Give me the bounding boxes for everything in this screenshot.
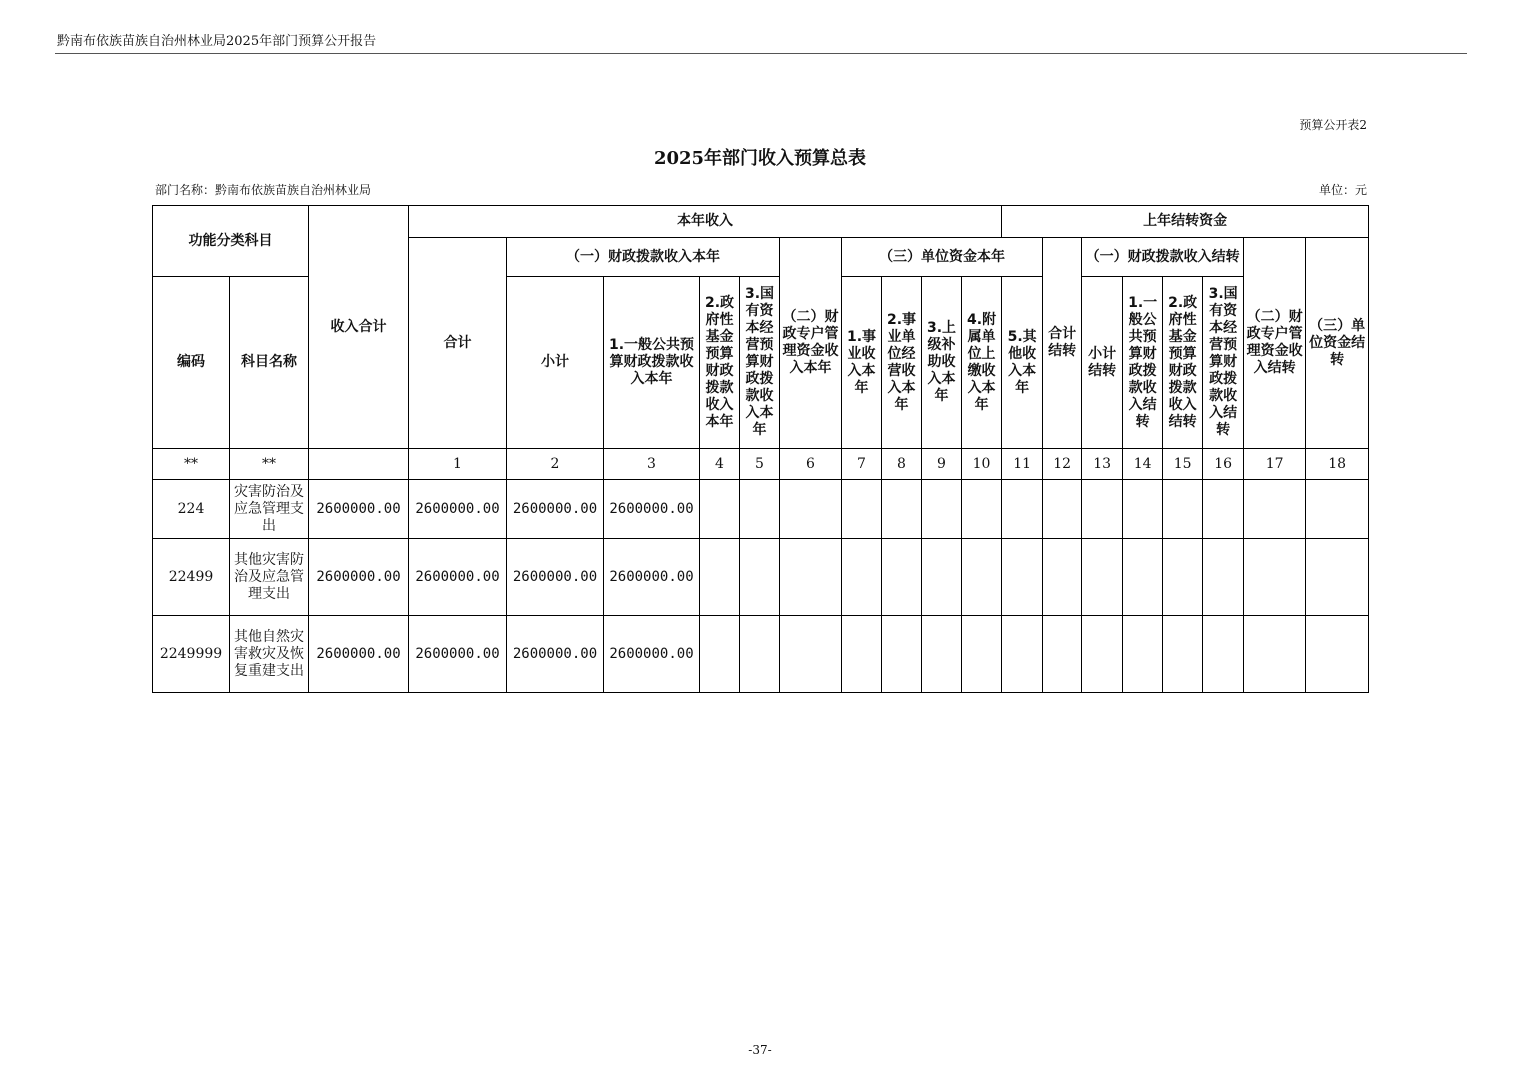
header-carry-subtotal: 小计结转 — [1082, 277, 1123, 449]
index-row — [153, 449, 1369, 480]
budget-table — [152, 205, 1369, 693]
header-subject-name: 科目名称 — [230, 277, 309, 449]
row-subtotal: 2600000.00 — [507, 480, 604, 539]
unit-label: 单位：元 — [1318, 183, 1367, 197]
header-special-account: （二）财政专户管理资金收入本年 — [780, 238, 842, 449]
row-code: 22499 — [153, 539, 230, 616]
index-cell: 18 — [1306, 449, 1369, 480]
index-cell: 6 — [780, 449, 842, 480]
row-income-total: 2600000.00 — [309, 616, 409, 693]
index-cell: 13 — [1082, 449, 1123, 480]
row-general-budget: 2600000.00 — [604, 480, 700, 539]
index-cell: 2 — [507, 449, 604, 480]
index-cell: 4 — [700, 449, 740, 480]
index-cell: 15 — [1163, 449, 1203, 480]
header-other-income: 5.其他收入本年 — [1002, 277, 1043, 449]
index-cell: ** — [230, 449, 309, 480]
header-income-total: 收入合计 — [309, 206, 409, 449]
table-row — [153, 480, 1369, 539]
row-general-budget: 2600000.00 — [604, 539, 700, 616]
row-subtotal: 2600000.00 — [507, 616, 604, 693]
page-number: -37- — [748, 1043, 772, 1057]
index-cell: 8 — [882, 449, 922, 480]
index-cell: 7 — [842, 449, 882, 480]
row-general-budget: 2600000.00 — [604, 616, 700, 693]
header-operating-income: 2.事业单位经营收入本年 — [882, 277, 922, 449]
header-current-year-income: 本年收入 — [409, 206, 1002, 238]
running-header: 黔南布依族苗族自治州林业局2025年部门预算公开报告 — [57, 34, 377, 49]
header-unit-funds: （三）单位资金本年 — [842, 238, 1043, 277]
header-function-category: 功能分类科目 — [153, 206, 309, 277]
row-current-total: 2600000.00 — [409, 480, 507, 539]
row-subject-name: 其他自然灾害救灾及恢复重建支出 — [230, 616, 309, 693]
index-cell: 10 — [962, 449, 1002, 480]
header-carry-special: （二）财政专户管理资金收入结转 — [1244, 238, 1306, 449]
index-cell: 14 — [1123, 449, 1163, 480]
department-name: 部门名称：黔南布依族苗族自治州林业局 — [155, 183, 372, 197]
header-subsidy-income: 3.上级补助收入本年 — [922, 277, 962, 449]
row-subject-name: 灾害防治及应急管理支出 — [230, 480, 309, 539]
report-title: 2025年部门收入预算总表 — [653, 148, 867, 169]
index-cell: 3 — [604, 449, 700, 480]
index-cell: 1 — [409, 449, 507, 480]
header-general-public-budget: 1.一般公共预算财政拨款收入本年 — [604, 277, 700, 449]
index-cell: 5 — [740, 449, 780, 480]
index-cell: 11 — [1002, 449, 1043, 480]
index-cell — [309, 449, 409, 480]
table-number: 预算公开表2 — [1299, 118, 1367, 132]
header-carry-gov-fund: 2.政府性基金预算财政拨款收入结转 — [1163, 277, 1203, 449]
index-cell: 16 — [1203, 449, 1244, 480]
header-subtotal: 小计 — [507, 277, 604, 449]
header-carry-state-capital: 3.国有资本经营预算财政拨款收入结转 — [1203, 277, 1244, 449]
row-current-total: 2600000.00 — [409, 539, 507, 616]
header-prior-year-carryover: 上年结转资金 — [1002, 206, 1369, 238]
header-fiscal-allocation: （一）财政拨款收入本年 — [507, 238, 780, 277]
header-code: 编码 — [153, 277, 230, 449]
row-income-total: 2600000.00 — [309, 539, 409, 616]
table-row — [153, 616, 1369, 693]
index-cell: 9 — [922, 449, 962, 480]
row-code: 224 — [153, 480, 230, 539]
index-cell: ** — [153, 449, 230, 480]
header-rule — [55, 53, 1467, 54]
table-row — [153, 539, 1369, 616]
index-cell: 17 — [1244, 449, 1306, 480]
row-subtotal: 2600000.00 — [507, 539, 604, 616]
row-subject-name: 其他灾害防治及应急管理支出 — [230, 539, 309, 616]
header-carry-unit: （三）单位资金结转 — [1306, 238, 1369, 449]
header-carry-fiscal: （一）财政拨款收入结转 — [1082, 238, 1244, 277]
header-affiliated-income: 4.附属单位上缴收入本年 — [962, 277, 1002, 449]
header-state-capital-budget: 3.国有资本经营预算财政拨款收入本年 — [740, 277, 780, 449]
header-carry-total: 合计结转 — [1043, 238, 1082, 449]
row-income-total: 2600000.00 — [309, 480, 409, 539]
row-code: 2249999 — [153, 616, 230, 693]
index-cell: 12 — [1043, 449, 1082, 480]
header-gov-fund-budget: 2.政府性基金预算财政拨款收入本年 — [700, 277, 740, 449]
header-carry-general: 1.一般公共预算财政拨款收入结转 — [1123, 277, 1163, 449]
header-current-total: 合计 — [409, 238, 507, 449]
header-business-income: 1.事业收入本年 — [842, 277, 882, 449]
row-current-total: 2600000.00 — [409, 616, 507, 693]
